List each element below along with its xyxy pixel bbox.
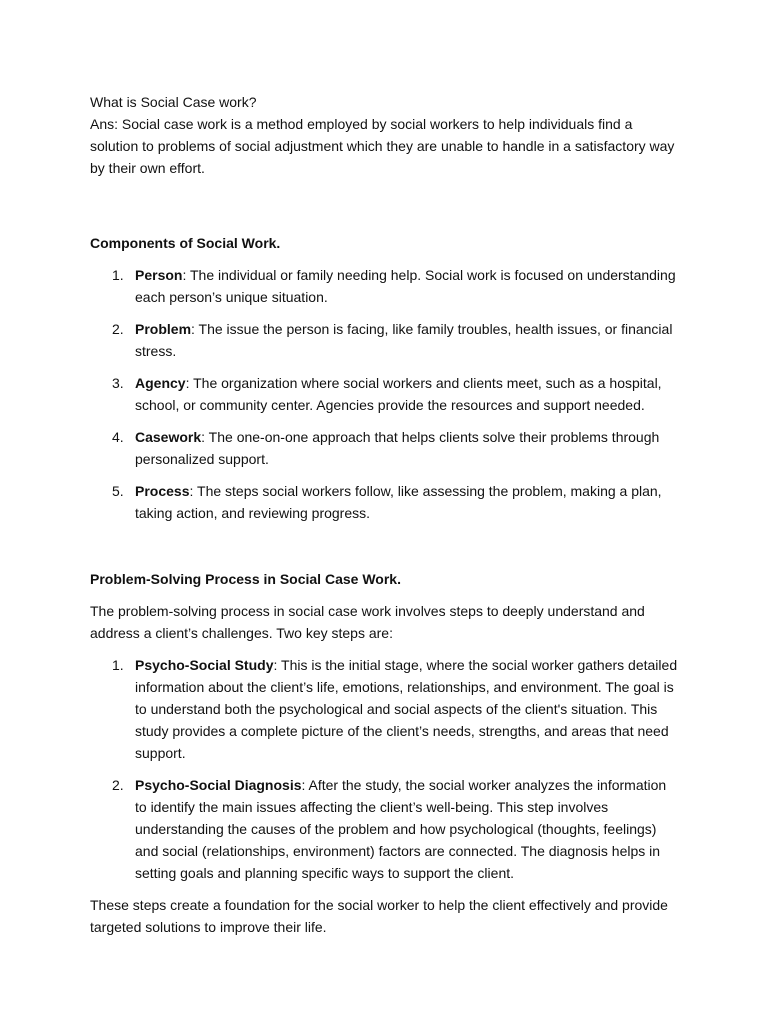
list-number: 4.: [112, 429, 124, 445]
question-text: What is Social Case work?: [90, 94, 257, 110]
list-number: 1.: [112, 657, 124, 673]
components-heading: Components of Social Work.: [90, 235, 281, 251]
list-text: : The individual or family needing help. Social work is focused on understanding each person’s unique situation.: [135, 267, 676, 305]
list-item: [90, 654, 680, 764]
list-item: [90, 318, 680, 362]
list-term: Agency: [135, 375, 186, 391]
list-text: : The steps social workers follow, like assessing the problem, making a plan, taking action, and reviewing progress.: [135, 483, 662, 521]
list-term: Casework: [135, 429, 202, 445]
process-intro: The problem-solving process in social case work involves steps to deeply understand and address a client’s challenges. Two key steps are:: [90, 603, 645, 641]
list-item: [90, 774, 680, 884]
list-number: 2.: [112, 777, 124, 793]
list-text: : The organization where social workers and clients meet, such as a hospital, school, or community center. Agencies provide the resources and support needed.: [135, 375, 662, 413]
components-list: [90, 264, 680, 524]
list-item: [90, 480, 680, 524]
list-text: : The issue the person is facing, like family troubles, health issues, or financial stress.: [135, 321, 673, 359]
answer-text: Ans: Social case work is a method employed by social workers to help individuals find a solution to problems of social adjustment which they are unable to handle in a satisfactory way by their own effort.: [90, 116, 675, 176]
list-term: Psycho-Social Study: [135, 657, 274, 673]
list-term: Person: [135, 267, 183, 283]
process-steps-list: [90, 654, 680, 884]
process-conclusion: These steps create a foundation for the social worker to help the client effectively and provide targeted solutions to improve their life.: [90, 897, 668, 935]
list-number: 5.: [112, 483, 124, 499]
list-number: 1.: [112, 267, 124, 283]
process-heading: Problem-Solving Process in Social Case Work.: [90, 571, 401, 587]
list-item: [90, 264, 680, 308]
list-term: Psycho-Social Diagnosis: [135, 777, 302, 793]
list-term: Problem: [135, 321, 192, 337]
list-text: : The one-on-one approach that helps clients solve their problems through personalized support.: [135, 429, 660, 467]
list-item: [90, 372, 680, 416]
list-text: : This is the initial stage, where the social worker gathers detailed information about the client’s life, emotions, relationships, and environment. The goal is to understand both the psychological and social aspects of the client's situation. This study provides a complete picture of the client’s needs, strengths, and areas that need support.: [135, 657, 678, 761]
list-term: Process: [135, 483, 190, 499]
list-number: 2.: [112, 321, 124, 337]
list-text: : After the study, the social worker analyzes the information to identify the main issues affecting the client’s well-being. This step involves understanding the causes of the problem and how psychological (thoughts, feelings) and social (relationships, environment) factors are connected. The diagnosis helps in setting goals and planning specific ways to support the client.: [135, 777, 667, 881]
list-number: 3.: [112, 375, 124, 391]
list-item: [90, 426, 680, 470]
